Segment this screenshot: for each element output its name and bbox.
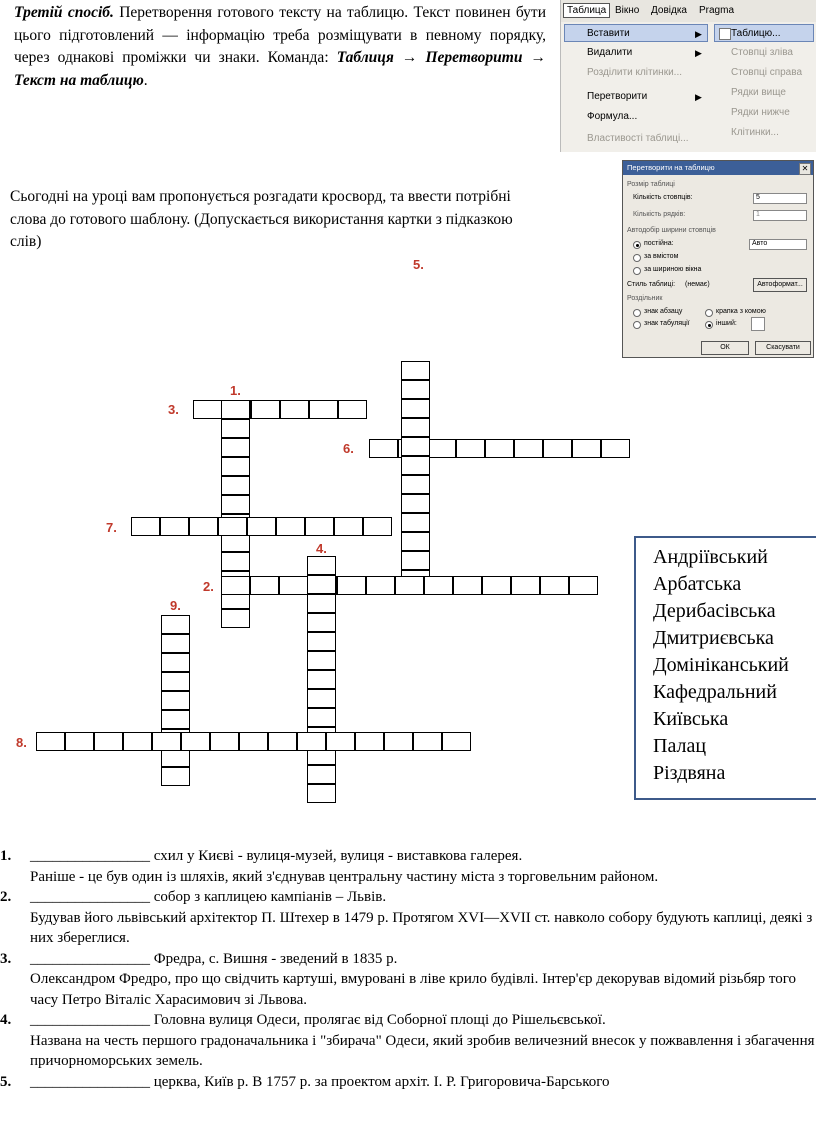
crossword-cell[interactable] [401,475,430,494]
crossword-cell[interactable] [453,576,482,595]
style-label: Стиль таблиці: [627,281,676,288]
intro-paragraph [14,2,546,92]
crossword-cell[interactable] [161,748,190,767]
sep-tab-radio[interactable] [633,321,641,329]
autofit-content-radio[interactable] [633,254,641,262]
rows-label: Кількість рядків: [633,211,686,218]
style-value: (немає) [685,281,710,288]
sep-paragraph-radio[interactable] [633,309,641,317]
crossword-cell[interactable] [221,400,250,419]
clue-number-7: 7. [106,520,117,535]
menu-item-split-cells[interactable]: Розділити клітинки... [587,67,682,78]
crossword-cell[interactable] [401,532,430,551]
answer-blank[interactable]: ________________ [30,889,150,905]
menu-window[interactable]: Вікно [615,5,640,16]
hint-word: Андріївський [653,546,768,568]
hint-word: Різдвяна [653,762,726,784]
hint-word: Київська [653,708,729,730]
crossword-cell[interactable] [601,439,630,458]
submenu-cells[interactable]: Клітинки... [731,127,779,138]
fixed-width-select[interactable]: Авто [749,239,807,250]
crossword-cell[interactable] [337,576,366,595]
sep-other-label: інший: [716,320,737,327]
crossword-cell[interactable] [307,594,336,613]
submenu-table[interactable]: Таблицю... [714,24,814,42]
clue-number-4: 4. [316,541,327,556]
clue-number-5: 5. [413,257,424,272]
group-table-size: Розмір таблиці [627,181,675,188]
cols-input[interactable]: 5 [753,193,807,204]
crossword-cell[interactable] [366,576,395,595]
crossword-cell[interactable] [363,517,392,536]
crossword-cell[interactable] [307,746,336,765]
crossword-cell[interactable] [309,400,338,419]
rows-input[interactable]: 1 [753,210,807,221]
crossword-cell[interactable] [239,732,268,751]
crossword-cell[interactable] [247,517,276,536]
crossword-cell[interactable] [221,495,250,514]
sep-paragraph-label: знак абзацу [644,308,683,315]
command-path: Таблиця → Перетворити → Текст на таблицю [14,49,546,89]
group-separator: Роздільник [627,295,663,302]
crossword-cell[interactable] [161,653,190,672]
crossword-cell[interactable] [268,732,297,751]
submenu-cols-left[interactable]: Стовпці зліва [731,47,793,58]
clue-item: 4. ________________ Головна вулиця Одеси, пролягає від Соборної площі до Рішельєвської. Названа на честь першого градоначальника і "збирача" Одеси, який зробив величезний внесок у пожвавлення і збагачення причорноморських земель. [0,1012,815,1069]
crossword-cell[interactable] [456,439,485,458]
crossword-cell[interactable] [401,513,430,532]
clue-number-6: 6. [343,441,354,456]
crossword-cell[interactable] [189,517,218,536]
crossword-cell[interactable] [540,576,569,595]
group-autofit: Автодобір ширини стовпців [627,227,716,234]
clue-item: 5. ________________ церква, Київ р. В 1757 р. за проектом архіт. І. Р. Григоровича-Барського [0,1073,610,1090]
answer-blank[interactable]: ________________ [30,950,150,967]
crossword-cell[interactable] [307,727,336,746]
crossword-cell[interactable] [307,632,336,651]
sep-other-radio[interactable] [705,321,713,329]
clue-number-2: 2. [203,579,214,594]
crossword-cell[interactable] [338,400,367,419]
crossword-cell[interactable] [482,576,511,595]
crossword-cell[interactable] [131,517,160,536]
clue-number-1: 1. [230,383,241,398]
answer-blank[interactable]: ________________ [30,1012,150,1028]
crossword-cell[interactable] [161,767,190,786]
crossword-cell[interactable] [160,517,189,536]
crossword-cell[interactable] [161,634,190,653]
crossword-cell[interactable] [307,556,336,575]
insert-submenu [711,22,816,152]
crossword-cell[interactable] [401,361,430,380]
crossword-cell[interactable] [221,609,250,628]
crossword-cell[interactable] [307,708,336,727]
crossword-cell[interactable] [401,380,430,399]
answer-blank[interactable]: ________________ [30,848,150,864]
menu-table[interactable]: Таблица [563,3,610,18]
crossword-cell[interactable] [485,439,514,458]
convert-to-table-dialog [622,160,814,358]
crossword-cell[interactable] [401,551,430,570]
fixed-width-label: постійна: [644,240,674,247]
crossword-cell[interactable] [424,576,453,595]
crossword-cell[interactable] [543,439,572,458]
crossword-cell[interactable] [221,438,250,457]
crossword-cell[interactable] [307,613,336,632]
crossword-cell[interactable] [307,765,336,784]
sep-semicolon-radio[interactable] [705,309,713,317]
ok-button[interactable]: ОК [701,341,749,355]
crossword-cell[interactable] [355,732,384,751]
clue-number-8: 8. [16,735,27,750]
crossword-cell[interactable] [334,517,363,536]
word-hint-card [634,536,816,800]
hint-word: Кафедральний [653,681,777,703]
crossword-cell[interactable] [401,456,430,475]
intro-end: . [143,71,148,89]
crossword-cell[interactable] [193,400,222,419]
hint-word: Дмитриєвська [653,627,774,649]
crossword-cell[interactable] [401,437,430,456]
clue-item: 1. ________________ схил у Києві - вулиця-музей, вулиця - виставкова галерея. Раніше - це був один із шляхів, який з'єднував центральну частину міста з торговельним районом. [0,848,659,885]
crossword-cell[interactable] [572,439,601,458]
menu-bar [561,0,816,23]
clue-number-3: 3. [168,402,179,417]
sep-other-input[interactable] [751,317,765,331]
crossword-cell[interactable] [401,570,430,589]
intro-text: Перетворення готового тексту на таблицю. Текст повинен бути цього підготовлений — інформацію треба розміщувати в певному порядку, через однакові проміжки чи знаки. Команда: [14,4,546,66]
lesson-text: Сьогодні на уроці вам пропонується розгадати кросворд, та ввести потрібні слова до готового шаблону. (Допускається використання картки з підказкою слів) [10,188,513,250]
menu-item-insert[interactable]: Вставити ▶ [564,24,708,42]
crossword-cell[interactable] [221,533,250,552]
crossword-cell[interactable] [511,576,540,595]
clue-number-9: 9. [170,598,181,613]
answer-blank[interactable]: ________________ [30,1073,150,1090]
cancel-button[interactable]: Скасувати [755,341,811,355]
crossword-cell[interactable] [218,517,247,536]
crossword-cell[interactable] [221,514,250,533]
crossword-cell[interactable] [279,576,308,595]
autoformat-button[interactable]: Автоформат... [753,278,807,292]
crossword-cell[interactable] [401,399,430,418]
crossword-cell[interactable] [307,651,336,670]
crossword-cell[interactable] [181,732,210,751]
crossword-cell[interactable] [123,732,152,751]
crossword-cell[interactable] [250,576,279,595]
method-title: Третій спосіб. [14,4,114,21]
sep-semicolon-label: крапка з комою [716,308,766,315]
crossword-cell[interactable] [94,732,123,751]
crossword-cell[interactable] [221,571,250,590]
close-icon[interactable]: ✕ [799,163,811,175]
crossword-cell[interactable] [251,400,280,419]
clue-list [0,846,816,1092]
crossword-cell[interactable] [395,576,424,595]
crossword-cell[interactable] [161,691,190,710]
crossword-cell[interactable] [369,439,398,458]
crossword-cell[interactable] [221,590,250,609]
crossword-cell[interactable] [152,732,181,751]
submenu-cols-right[interactable]: Стовпці справа [731,67,803,78]
crossword-cell[interactable] [276,517,305,536]
crossword-cell[interactable] [161,672,190,691]
dialog-title: Перетворити на таблицю [623,161,813,175]
menu-help[interactable]: Довідка [651,5,687,16]
crossword-cell[interactable] [307,689,336,708]
menu-item-delete[interactable]: Видалити ▶ [587,47,702,58]
submenu-rows-above[interactable]: Рядки вище [731,87,786,98]
crossword-cell[interactable] [222,400,251,419]
crossword-cell[interactable] [308,576,337,595]
crossword-cell[interactable] [36,732,65,751]
menu-item-table-properties[interactable]: Властивості таблиці... [587,133,689,144]
crossword-cell[interactable] [221,476,250,495]
crossword-cell[interactable] [307,575,336,594]
crossword-cell[interactable] [161,615,190,634]
clue-item: 3. ________________ Фредра, с. Вишня - зведений в 1835 р. Олександром Фредро, про що свідчить картуші, вмуровані в ліве крило будівлі. Інтер'єр декорував відомий різьбяр того часу Петро Віталіс Харасимович зі Львова. [0,950,797,1008]
hint-word: Арбатська [653,573,742,595]
crossword-cell[interactable] [161,710,190,729]
crossword-cell[interactable] [398,439,427,458]
crossword-cell[interactable] [221,419,250,438]
crossword-cell[interactable] [569,576,598,595]
fixed-width-radio[interactable] [633,241,641,249]
crossword-cell[interactable] [221,576,250,595]
crossword-cell[interactable] [442,732,471,751]
crossword-cell[interactable] [221,457,250,476]
crossword-cell[interactable] [280,400,309,419]
hint-word: Палац [653,735,707,757]
crossword-cell[interactable] [401,494,430,513]
crossword-cell[interactable] [307,784,336,803]
crossword-cell[interactable] [514,439,543,458]
autofit-window-label: за шириною вікна [644,266,702,273]
clue-item: 2. ________________ собор з каплицею кампіанів – Львів. Будував його львівський архітектор П. Штехер в 1479 р. Протягом XVI—XVII ст. навколо собору будують каплиці, деякі з них збереглися. [0,889,813,946]
hint-word: Домініканський [653,654,789,676]
submenu-rows-below[interactable]: Рядки нижче [731,107,790,118]
crossword-cell[interactable] [401,418,430,437]
crossword-cell[interactable] [221,552,250,571]
autofit-window-radio[interactable] [633,267,641,275]
cols-label: Кількість стовпців: [633,194,693,201]
crossword-cell[interactable] [210,732,239,751]
crossword-cell[interactable] [161,729,190,748]
menu-item-formula[interactable]: Формула... [587,111,638,122]
crossword-cell[interactable] [297,732,326,751]
table-menu-screenshot [560,0,816,152]
crossword-cell[interactable] [427,439,456,458]
crossword-cell[interactable] [305,517,334,536]
table-icon [719,28,731,40]
crossword-cell[interactable] [65,732,94,751]
menu-item-convert[interactable]: Перетворити ▶ [587,91,702,102]
crossword-cell[interactable] [384,732,413,751]
table-dropdown [561,22,712,152]
hint-word: Дерибасівська [653,600,776,622]
crossword-cell[interactable] [326,732,355,751]
sep-tab-label: знак табуляції [644,320,690,327]
crossword-cell[interactable] [307,670,336,689]
autofit-content-label: за вмістом [644,253,679,260]
crossword-cell[interactable] [413,732,442,751]
menu-pragma[interactable]: Pragma [699,5,735,16]
